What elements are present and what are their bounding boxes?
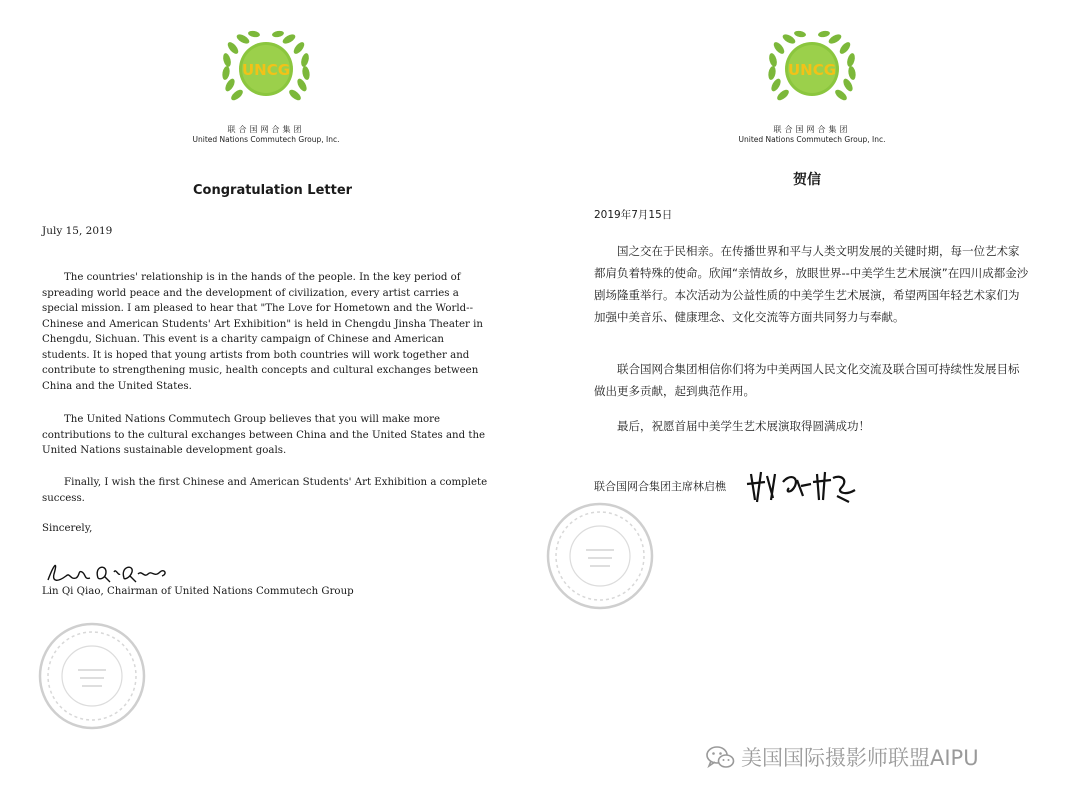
watermark-text: 美国国际摄影师联盟AIPU <box>741 746 979 770</box>
seal-stamp <box>544 500 656 612</box>
letter-date: July 15, 2019 <box>42 225 113 237</box>
signature <box>745 466 865 506</box>
signer-name: Lin Qi Qiao, Chairman of United Nations Commutech Group <box>42 586 354 597</box>
org-name-zh: 联合国网合集团 <box>227 125 305 134</box>
uncg-logo <box>752 25 872 115</box>
paragraph-3: 最后，祝愿首届中美学生艺术展演取得圆满成功！ <box>617 419 870 433</box>
letter-date: 2019年7月15日 <box>594 209 673 221</box>
paragraph-2: The United Nations Commutech Group believes that you will make more contributions to the cultural exchanges between China and the United States and the United Nations sustainable development goals. <box>42 414 486 456</box>
uncg-logo <box>206 25 326 115</box>
logo-text: UNCG <box>787 61 837 79</box>
seal-stamp <box>36 620 148 732</box>
paragraph-1: The countries' relationship is in the hands of the people. In the key period of spreading world peace and the development of civilization, every artist carries a special mission. I am pleased to hear that "The Love for Hometown and the World--Chinese and American Students' Art Exhibition" is held in Chengdu Jinsha Theater in Chengdu, Sichuan. This event is a charity campaign of Chinese and American students. It is hoped that young artists from both countries will work together and contribute to strengthening music, health concepts and cultural exchanges between China and the United States. <box>42 272 483 392</box>
letter-title: Congratulation Letter <box>193 183 353 198</box>
signature <box>44 558 174 588</box>
paragraph-3: Finally, I wish the first Chinese and American Students' Art Exhibition a complete success. <box>42 477 488 504</box>
org-name-zh: 联合国网合集团 <box>773 125 851 134</box>
paragraph-2: 联合国网合集团相信你们将为中美两国人民文化交流及联合国可持续性发展目标做出更多贡献，起到典范作用。 <box>594 362 1020 398</box>
paragraph-1: 国之交在于民相亲。在传播世界和平与人类文明发展的关键时期，每一位艺术家都肩负着特殊的使命。欣闻“亲情故乡，放眼世界--中美学生艺术展演”在四川成都金沙剧场隆重举行。本次活动为公益性质的中美学生艺术展演，希望两国年轻艺术家们为加强中美音乐、健康理念、文化交流等方面共同努力与奉献。 <box>594 244 1029 324</box>
closing: Sincerely, <box>42 523 93 534</box>
org-name-en: United Nations Commutech Group, Inc. <box>192 135 340 144</box>
wechat-icon <box>705 744 735 770</box>
chinese-letter <box>540 0 1080 810</box>
signer-name: 联合国网合集团主席林启樵 <box>594 480 726 493</box>
logo-text: UNCG <box>241 61 291 79</box>
org-name-en: United Nations Commutech Group, Inc. <box>738 135 886 144</box>
letter-title: 贺信 <box>793 172 821 188</box>
watermark <box>705 742 979 772</box>
